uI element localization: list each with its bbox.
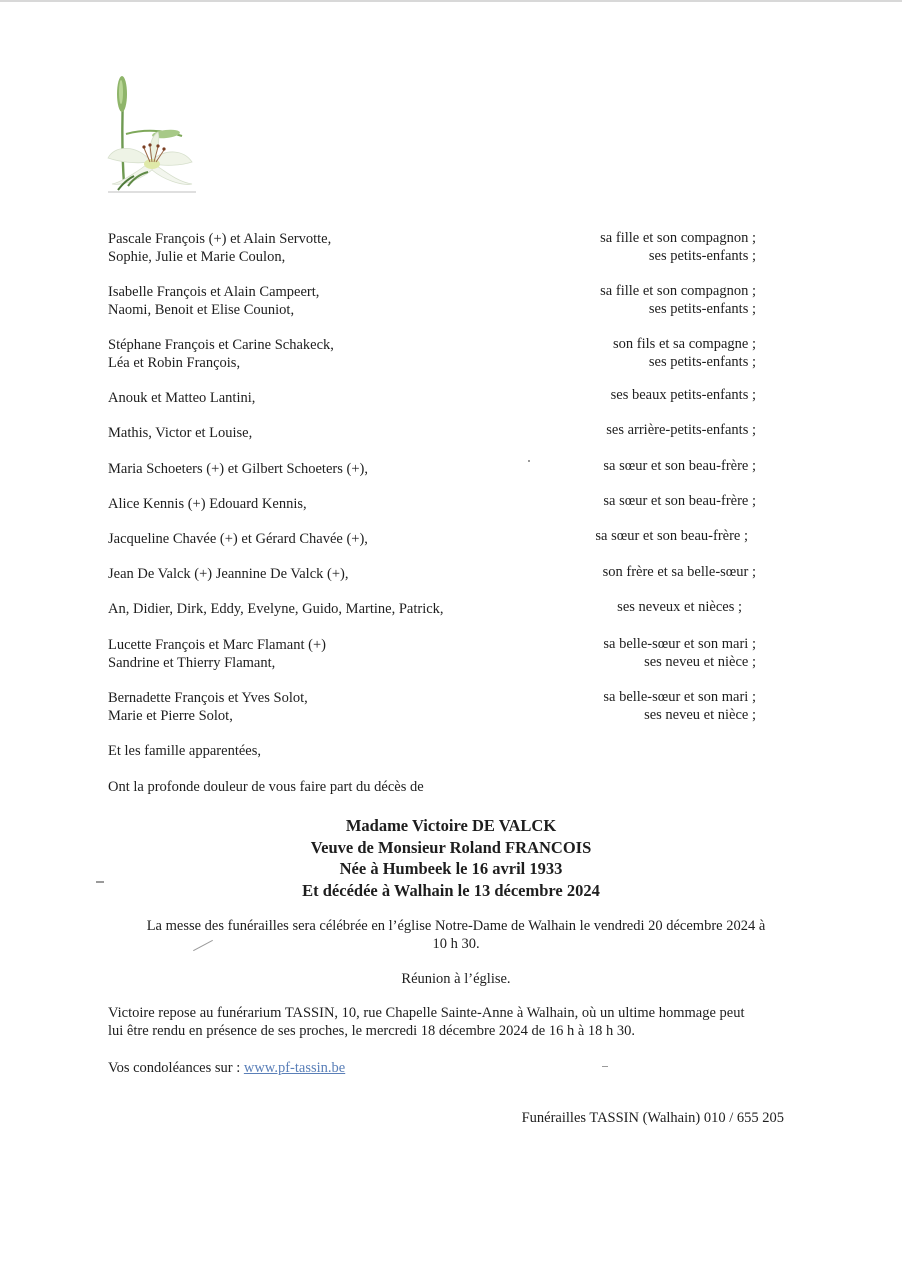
relation-role-line: ses neveu et nièce ; — [644, 706, 756, 723]
relation-name-line: Léa et Robin François, — [108, 354, 241, 371]
funeral-mass-paragraph — [118, 918, 794, 953]
relation-roles — [412, 599, 742, 617]
relation-name-line: Jacqueline Chavée (+) et Gérard Chavée (+), — [108, 531, 368, 547]
condolences-line — [108, 1060, 345, 1078]
relation-roles — [426, 689, 756, 724]
relation-role-line: sa belle-sœur et son mari ; — [603, 689, 756, 705]
relation-role-line: ses neveux et nièces ; — [617, 599, 742, 615]
lily-flower-icon — [104, 74, 198, 198]
relation-name-line: Sandrine et Thierry Flamant, — [108, 654, 276, 671]
announcement-line: Ont la profonde douleur de vous faire part du décès de — [108, 779, 424, 795]
relation-name-line: Mathis, Victor et Louise, — [108, 425, 253, 441]
relation-roles — [426, 422, 756, 440]
relation-name-line: Pascale François (+) et Alain Servotte, — [108, 231, 332, 247]
relation-role-line: ses petits-enfants ; — [648, 300, 756, 317]
relation-roles — [426, 230, 756, 265]
relation-roles — [426, 283, 756, 318]
relation-roles — [426, 387, 756, 405]
scan-edge-line — [0, 0, 902, 2]
repose-line: Victoire repose au funérarium TASSIN, 10, rue Chapelle Sainte-Anne à Walhain, où un ultime hommage peut — [108, 1005, 745, 1021]
relation-role-line: sa fille et son compagnon ; — [600, 230, 756, 246]
relation-name-line: An, Didier, Dirk, Eddy, Evelyne, Guido, Martine, Patrick, — [108, 601, 444, 617]
relation-role-line: sa fille et son compagnon ; — [600, 283, 756, 299]
funeral-home-footer: Funérailles TASSIN (Walhain) 010 / 655 205 — [521, 1110, 784, 1126]
reunion-line: Réunion à l’église. — [401, 971, 511, 987]
relation-role-line: sa sœur et son beau-frère ; — [595, 528, 748, 544]
relation-role-line: ses neveu et nièce ; — [644, 653, 756, 670]
relation-name-line: Marie et Pierre Solot, — [108, 707, 233, 724]
relation-role-line: sa sœur et son beau-frère ; — [603, 458, 756, 474]
deceased-widow-of: Veuve de Monsieur Roland FRANCOIS — [310, 837, 592, 857]
condolences-link[interactable]: www.pf-tassin.be — [243, 1060, 346, 1076]
condolences-label: Vos condoléances sur : — [108, 1060, 244, 1076]
relation-name-line: Maria Schoeters (+) et Gilbert Schoeters (+), — [108, 461, 368, 477]
relation-roles — [426, 564, 756, 582]
repose-line: lui être rendu en présence de ses proches, le mercredi 18 décembre 2024 de 16 h à 18 h 30. — [108, 1022, 636, 1039]
relation-name-line: Naomi, Benoit et Elise Couniot, — [108, 301, 295, 318]
deceased-death: Et décédée à Walhain le 13 décembre 2024 — [302, 880, 600, 900]
relation-name-line: Bernadette François et Yves Solot, — [108, 690, 308, 706]
relation-role-line: ses beaux petits-enfants ; — [610, 387, 756, 403]
relation-name-line: Stéphane François et Carine Schakeck, — [108, 337, 334, 353]
deceased-block — [0, 815, 902, 901]
relation-role-line: ses petits-enfants ; — [648, 247, 756, 264]
relation-name-line: Alice Kennis (+) Edouard Kennis, — [108, 496, 307, 512]
relation-roles — [418, 528, 748, 546]
relation-role-line: ses arrière-petits-enfants ; — [606, 422, 756, 438]
relation-roles — [426, 636, 756, 671]
relation-roles — [426, 336, 756, 371]
relation-role-line: sa sœur et son beau-frère ; — [603, 493, 756, 509]
relation-name-line: Lucette François et Marc Flamant (+) — [108, 637, 326, 653]
deceased-birth: Née à Humbeek le 16 avril 1933 — [339, 859, 563, 878]
relation-role-line: ses petits-enfants ; — [648, 353, 756, 370]
mass-line: La messe des funérailles sera célébrée en l’église Notre-Dame de Walhain le vendredi 20 décembre 2024 à — [146, 918, 766, 934]
relation-role-line: son fils et sa compagne ; — [613, 336, 756, 352]
relation-roles — [426, 458, 756, 476]
scan-speck — [602, 1066, 608, 1067]
relation-name-line: Isabelle François et Alain Campeert, — [108, 284, 320, 300]
families-line: Et les famille apparentées, — [108, 743, 261, 759]
relation-name-line: Anouk et Matteo Lantini, — [108, 390, 256, 406]
scan-speck — [528, 460, 530, 462]
scan-speck — [96, 881, 104, 883]
relation-name-line: Jean De Valck (+) Jeannine De Valck (+), — [108, 566, 349, 582]
repose-paragraph — [108, 1005, 788, 1040]
relation-role-line: sa belle-sœur et son mari ; — [603, 636, 756, 652]
relation-name-line: Sophie, Julie et Marie Coulon, — [108, 248, 286, 265]
relation-roles — [426, 493, 756, 511]
deceased-name: Madame Victoire DE VALCK — [345, 816, 557, 835]
mass-line: 10 h 30. — [432, 935, 480, 952]
relation-role-line: son frère et sa belle-sœur ; — [602, 564, 756, 580]
